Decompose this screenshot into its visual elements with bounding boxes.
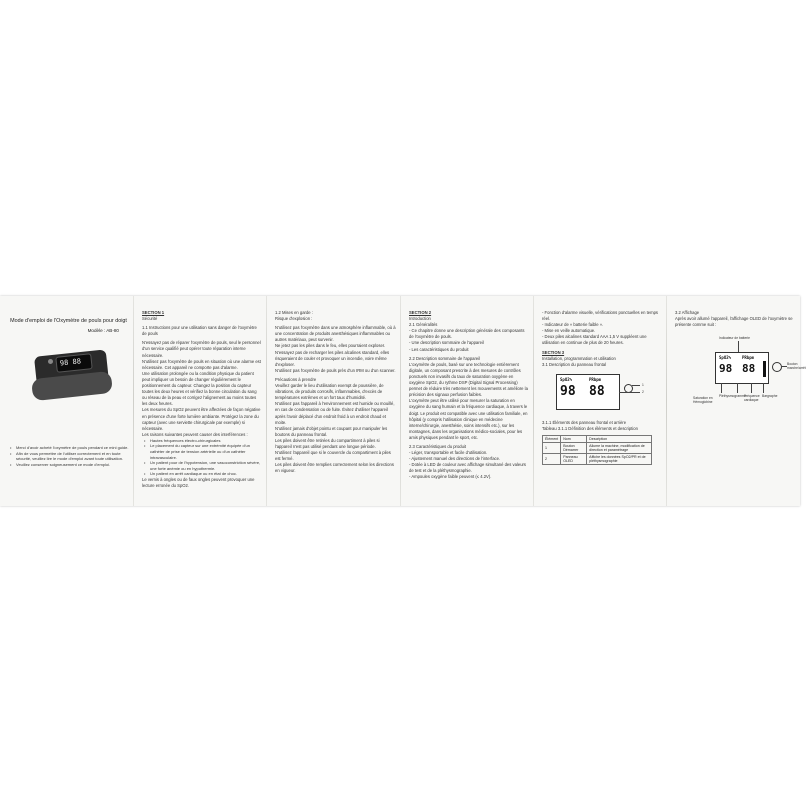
paragraph: Une utilisation prolongée ou la condition physique du patient peut impliquer un besoin de changer régulièrement le positionnement du capteur. Changez la position du capteur toutes les deux heures et vérifiez la bonne circulation du sang ou réseau de la peau et corrigez l'alignement au moins toutes les deux heures.	[142, 370, 257, 407]
paragraph: Veuillez garder le lieu d'utilisation exempt de poussière, de vibrations, de produits corrosifs, inflammables, d'excès de températures extrêmes et un fort taux d'humidité.	[275, 383, 384, 401]
list-item: • Un patient en arrêt cardiaque ou en état de choc.	[142, 471, 262, 477]
paragraph: - Ampoules oxygène faible peuvent (≤ 4.2V).	[409, 474, 492, 480]
paragraph: N'utilisez jamais d'objet pointu et coupant pour manipuler les boutons du panneau frontal.	[275, 425, 388, 437]
table-row	[543, 454, 652, 465]
display-figure	[675, 328, 806, 438]
cover-bullet: • Afin de vous permettre de l'utiliser correctement et en toute sécurité, veuillez lire le mode d'emploi avant toute utilisation.	[8, 451, 129, 462]
paragraph: L'oxymètre de pouls, basé sur une technologie entièrement digitale, un composant prescrite à des mesures de contrôles ponctuels non invasifs du taux de saturation oxygène en oxygène SpO2, du rythme DSP (Digital Signal Processing) permet de réduire très nettement les mouvements et améliore la précision des signaux perfusion faibles.	[409, 361, 528, 398]
oled-display	[715, 352, 769, 384]
paragraph: Ne jetez pas les piles dans le feu, elles pourraient exploser.	[275, 343, 386, 349]
frequency-label: Fréquence cardiaque	[744, 394, 760, 403]
paragraph: Les raisons suivantes peuvent causer des interférences :	[142, 431, 248, 437]
paragraph: N'utilisez pas l'oxymètre dans une atmosphère inflammable, où à une concentration de produits anesthésiques inflammables ou autres matériaux, peut survenir.	[275, 325, 396, 343]
button-label: Bouton marche/arrêt	[787, 362, 806, 371]
spo2-value: 98	[719, 362, 733, 376]
paragraph: Les piles doivent être retirées du compartiment à piles si l'appareil n'est pas utilisé pendant une longue période.	[275, 437, 380, 449]
paragraph: Après avoir allumé l'appareil, l'affichage OLED de l'oxymètre se présente comme suit :	[675, 316, 793, 328]
device-illustration	[8, 333, 129, 415]
spo2-label: SpO2%	[560, 376, 573, 382]
callout-1: 1	[642, 382, 644, 387]
table-cell: 1	[543, 443, 561, 454]
paragraph: - Indicateur de « batterie faible ».	[542, 322, 604, 328]
lcd-display	[556, 374, 620, 410]
battery-label: Indicateur de batterie	[719, 336, 750, 341]
paragraph: N'utilisez pas l'oxymètre de pouls en situation où une alarme est nécessaire. Cet appareil ne comporte pas d'alarme.	[142, 358, 261, 370]
section-heading: SECTION 2	[409, 310, 432, 315]
leader-line	[721, 383, 722, 393]
section-heading: SECTION 1	[142, 310, 165, 315]
leader-line	[751, 383, 752, 393]
paragraph: - Ajustement manuel des directions de l'interface.	[409, 456, 501, 462]
paragraph: - Léger, transportable et facile d'utilisation.	[409, 450, 488, 456]
paragraph: Les piles doivent être remplies correctement selon les directions en vigueur.	[275, 462, 394, 474]
oled-readout: 98 88	[59, 357, 82, 368]
section2-panel	[401, 296, 533, 506]
paragraph: Les mesures du SpO2 peuvent être affectées de façon négative en présence d'une forte lumière ambiante. Protégez la zone du capteur (avec une serviette chirurgicale par exemple) si nécessaire.	[142, 407, 261, 431]
display-panel	[667, 296, 806, 506]
subheading: 1.2 Mises en garde :	[275, 310, 313, 315]
paragraph: - Ce chapitre donne une description générale des composants de l'oxymètre de pouls.	[409, 328, 525, 340]
paragraph: N'utilisez pas l'appareil à l'environnement est humide ou mouillé, en cas de condensation ou de fuite. Évitez d'utiliser l'appareil après l'avoir déplacé d'un endroit froid à un endroit chaud et moite.	[275, 401, 395, 425]
pr-value: 88	[742, 362, 756, 376]
table-cell: Panneau OLED	[561, 454, 587, 465]
cover-bullet: • Veuillez conserver soigneusement ce mode d'emploi.	[8, 462, 129, 468]
leader-line	[763, 383, 764, 393]
section-subheading: Sécurité	[142, 316, 158, 322]
power-button-icon	[48, 359, 53, 364]
cover-model: Modèle : AB-80	[87, 328, 119, 333]
subheading: 3.1 Description du panneau frontal	[542, 361, 607, 367]
pleth-label: Pléthysmogramme	[719, 394, 747, 399]
paragraph: - Dotée à LED de couleur avec affichage simultané des valeurs de test et de la pléthysmographie.	[409, 462, 527, 474]
pr-label: PRbpm	[742, 355, 755, 361]
paragraph: 2.3 Caractéristiques du produit	[409, 443, 467, 449]
paragraph: 2.2 Description sommaire de l'appareil	[409, 355, 481, 361]
front-panel-figure	[542, 368, 662, 420]
spo2-label: SpO2%	[719, 355, 732, 361]
paragraph: - Fonction d'alarme visuelle, vérifications ponctuelles en temps réel.	[542, 310, 659, 322]
table-cell: Bouton Démarrer	[561, 443, 587, 454]
cover-panel	[0, 296, 133, 506]
section1-panel	[134, 296, 266, 506]
paragraph: L'oxymètre peut être utilisé pour mesurer la saturation en oxygène du sang humain et la fréquence cardiaque, à travers le doigt. Le produit est compatible avec une utilisation familiale, en hôpital (y compris l'utilisation clinique en médecine interne/chirurgie, anesthésie, soins intensifs etc.), sur les montagnes, dans les organisations médico-sociales, pour les amis physiques pendant le sport, etc.	[409, 398, 528, 440]
bargraph-icon	[763, 361, 766, 377]
caption: 3.1.1 Éléments des panneau frontal et arrière	[542, 419, 627, 425]
pr-value: 88	[589, 383, 605, 399]
table-cell: Allume la machine, modification de direction et paramétrage	[587, 443, 652, 454]
paragraph: N'utilisez pas l'oxymètre de pouls près d'un IRM ou d'un scanner.	[275, 367, 396, 373]
table-cell: Affiche les données SpO2/PR et de pléthysmographie	[587, 454, 652, 465]
leader-line	[737, 383, 738, 393]
paragraph: 1.1 Instructions pour une utilisation sans danger de l'oxymètre de pouls	[142, 325, 257, 337]
section-heading: SECTION 3	[542, 349, 565, 355]
leader-line	[632, 385, 640, 386]
list-item: • Un patient pour de l'hypotension, une vasoconstriction sévère, une forte anémie ou en hypothermie.	[142, 460, 262, 471]
caption: Tableau 3.1.1 Définition des éléments et description	[542, 425, 638, 431]
paragraph: N'essayez pas de recharger les piles alcalines standard, elles risqueraient de couler et provoquer un incendie, voire même d'exploser.	[275, 349, 390, 367]
paragraph: - Deux piles alcalines standard AAA 1,5 V suppléent une utilisation en continue de plus de 20 heures.	[542, 334, 647, 346]
paragraph: Le vernis à ongles ou de faux ongles peuvent provoquer une lecture erronée du SpO2.	[142, 477, 255, 489]
subheading: Précautions à prendre	[275, 376, 317, 382]
section-subheading: Installation, programmation et utilisation	[542, 355, 616, 361]
paragraph: 2.1 Généralités	[409, 322, 438, 328]
table-cell: 2	[543, 454, 561, 465]
table-header: Description	[587, 436, 652, 443]
cover-bullet: • Merci d'avoir acheté l'oxymètre de pouls pendant ce mini guide.	[8, 445, 129, 451]
saturation-label: Saturation en Hémoglobine	[693, 396, 713, 405]
spo2-value: 98	[560, 383, 576, 399]
power-button-icon	[772, 362, 782, 372]
cover-title: Mode d'emploi de l'Oxymètre de pouls pour doigt	[10, 318, 127, 324]
list-item: • Le placement du capteur sur une extrémité équipée d'un cathéter de prise de tension artérielle ou d'un cathéter intravasculaire.	[142, 443, 262, 460]
section3-panel	[534, 296, 666, 506]
table-row	[543, 443, 652, 454]
warnings-panel	[267, 296, 400, 506]
paragraph: - Les caractéristiques du produit	[409, 346, 469, 352]
table-header: Nom	[561, 436, 587, 443]
leader-line	[619, 392, 640, 393]
elements-table	[542, 435, 652, 465]
section-subheading: Introduction	[409, 316, 431, 322]
list-item: • Hautes fréquences électro-chirurgicales	[142, 438, 262, 444]
paragraph: - Mise en veille automatique.	[542, 328, 596, 334]
pr-label: PRbpm	[589, 376, 602, 382]
paragraph: - Une description sommaire de l'appareil	[409, 340, 484, 346]
subheading: Risque d'explosion :	[275, 316, 313, 322]
subheading: 3.2 Affichage	[675, 310, 700, 315]
paragraph: N'essayez pas de réparer l'oxymètre de pouls, seul le personnel d'un service qualifié peut opérer toute réparation interne nécessaire.	[142, 340, 261, 358]
table-header: Élément	[543, 436, 561, 443]
paragraph: N'utilisez l'appareil que si le couvercle du compartiment à piles est fermé.	[275, 450, 391, 462]
callout-2: 2	[642, 389, 644, 394]
bargraph-label: Bargraphe	[762, 394, 778, 399]
